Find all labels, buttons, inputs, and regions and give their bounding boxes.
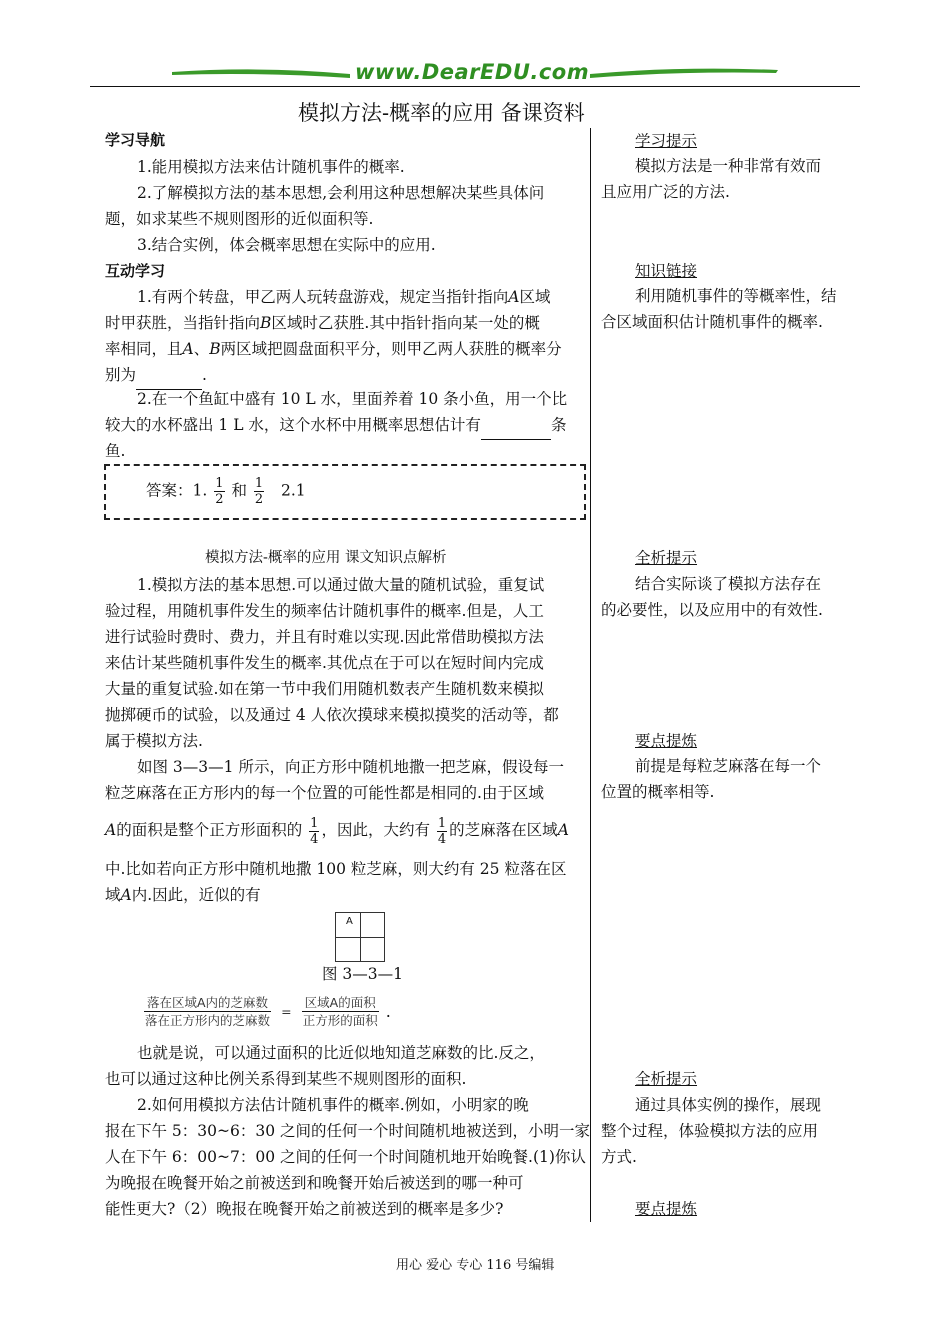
nav-item: 2.了解模拟方法的基本思想,会利用这种思想解决某些具体问 [137,184,545,202]
paragraph-line: 大量的重复试验.如在第一节中我们用随机数表产生随机数来模拟 [105,680,544,698]
paragraph-line: 能性更大?（2）晚报在晚餐开始之前被送到的概率是多少? [105,1200,504,1218]
question-2: 鱼. [105,442,126,460]
sidebar-text: 位置的概率相等. [601,783,715,801]
section-title: 模拟方法-概率的应用 课文知识点解析 [205,550,447,566]
paragraph-line: 粒芝麻落在正方形内的每一个位置的可能性都是相同的.由于区域 [105,784,544,802]
paragraph-line: 也可以通过这种比例关系得到某些不规则图形的面积. [105,1070,467,1088]
paragraph-line: A的面积是整个正方形面积的 $\frac{1}{4}$ ，因此，大约有 $\frac{1}{4}$ 的芝麻落在区域A [105,815,569,847]
sidebar-text: 合区域面积估计随机事件的概率. [601,313,823,331]
sidebar-heading: 全析提示 [635,1070,698,1088]
answer-box [104,464,586,520]
sidebar-text: 利用随机事件的等概率性，结 [635,287,837,305]
paragraph-line: 进行试验时费时、费力，并且有时难以实现.因此常借助模拟方法 [105,628,544,646]
interactive-heading: 互动学习 [105,262,166,280]
header-logo [170,62,780,86]
formula-right-fraction: $\frac{\text{区域A的面积}}{\text{正方形的面积}}$ [302,995,378,1028]
paragraph-line: 中.比如若向正方形中随机地撒 100 粒芝麻，则大约有 25 粒落在区 [105,860,567,878]
fraction: $\frac{1}{2}$ [215,476,224,507]
answer-text: 答案：1. $\frac{1}{2}$ 和 $\frac{1}{2}$ 2.1 [146,476,306,507]
sidebar-heading: 要点提炼 [635,732,698,750]
nav-item: 1.能用模拟方法来估计随机事件的概率. [137,158,405,176]
sidebar-text: 方式. [601,1148,637,1166]
question-1: 率相同，且A、B两区域把圆盘面积平分，则甲乙两人获胜的概率分 [105,340,562,358]
header-rule [90,86,860,87]
paragraph-line: 域A内.因此，近似的有 [105,886,261,904]
sidebar-text: 的必要性，以及应用中的有效性. [601,601,823,619]
page-title: 模拟方法-概率的应用 备课资料 [298,101,585,125]
question-2: 较大的水杯盛出 1 L 水，这个水杯中用概率思想估计有 条 [105,412,566,440]
sidebar-text: 模拟方法是一种非常有效而 [635,157,822,175]
sidebar-text: 前提是每粒芝麻落在每一个 [635,757,822,775]
fraction: $\frac{1}{4}$ [310,815,319,847]
figure-cell-a: A [335,912,361,938]
nav-item: 3.结合实例，体会概率思想在实际中的应用. [137,236,436,254]
logo-text: www.DearEDU.com [355,60,590,84]
paragraph-line: 属于模拟方法. [105,732,203,750]
question-1: 时甲获胜，当指针指向B区域时乙获胜.其中指针指向某一处的概 [105,314,540,332]
paragraph-line: 报在下午 5：30~6：30 之间的任何一个时间随机地被送到，小明一家 [105,1122,591,1140]
paragraph-line: 如图 3—3—1 所示，向正方形中随机地撒一把芝麻，假设每一 [137,758,564,776]
paragraph-line: 抛掷硬币的试验，以及通过 4 人依次摸球来模拟摸奖的活动等，都 [105,706,559,724]
sidebar-text: 结合实际谈了模拟方法存在 [635,575,822,593]
figure-cell [360,912,385,938]
question-2: 2.在一个鱼缸中盛有 10 L 水，里面养着 10 条小鱼，用一个比 [137,390,568,408]
answer-blank [481,412,551,440]
column-divider [590,128,591,1222]
paragraph-line: 人在下午 6：00~7：00 之间的任何一个时间随机地开始晚餐.(1)你认 [105,1148,586,1166]
paragraph-line: 也就是说，可以通过面积的比近似地知道芝麻数的比.反之， [137,1044,545,1062]
formula-left-fraction: $\frac{\text{落在区域A内的芝麻数}}{\text{落在正方形内的芝麻数}}$ [145,995,271,1028]
figure-caption: 图 3—3—1 [322,965,404,983]
page-footer: 用心 爱心 专心 116 号编辑 [396,1258,555,1273]
paragraph-line: 1.模拟方法的基本思想.可以通过做大量的随机试验，重复试 [137,576,545,594]
formula: $\frac{\text{落在区域A内的芝麻数}}{\text{落在正方形内的芝麻数}}$ = $\frac{\text{区域A的面积}}{\text{正方形的面积}}$ . [145,995,391,1028]
question-1: 1.有两个转盘，甲乙两人玩转盘游戏，规定当指针指向A区域 [137,288,551,306]
sidebar-heading: 学习提示 [635,132,698,150]
sidebar-text: 且应用广泛的方法. [601,183,730,201]
figure-cell [335,937,361,962]
nav-heading: 学习导航 [105,131,166,149]
figure-cell [360,937,385,962]
question-1: 别为 . [105,362,207,390]
paragraph-line: 来估计某些随机事件发生的概率.其优点在于可以在短时间内完成 [105,654,544,672]
sidebar-heading: 全析提示 [635,549,698,567]
paragraph-line: 验过程，用随机事件发生的频率估计随机事件的概率.但是，人工 [105,602,544,620]
fraction: $\frac{1}{4}$ [437,815,447,847]
fraction: $\frac{1}{2}$ [254,476,264,507]
nav-item: 题，如求某些不规则图形的近似面积等. [105,210,374,228]
paragraph-line: 2.如何用模拟方法估计随机事件的概率.例如，小明家的晚 [137,1096,529,1114]
square-figure [335,912,385,962]
sidebar-text: 整个过程，体验模拟方法的应用 [601,1122,819,1140]
sidebar-heading: 知识链接 [635,262,698,280]
paragraph-line: 为晚报在晚餐开始之前被送到和晚餐开始后被送到的哪一种可 [105,1174,524,1192]
sidebar-heading: 要点提炼 [635,1200,698,1218]
sidebar-text: 通过具体实例的操作，展现 [635,1096,822,1114]
